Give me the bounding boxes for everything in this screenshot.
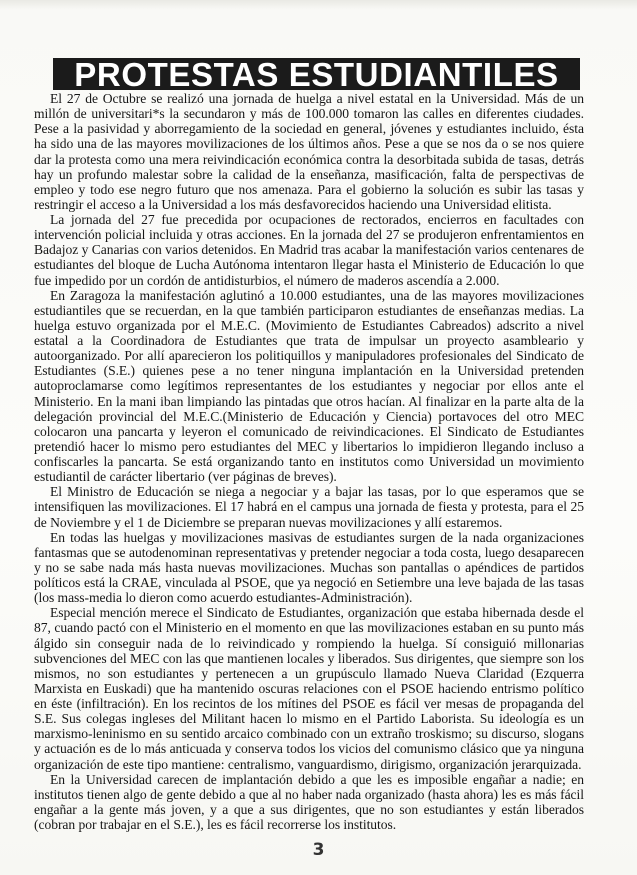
article-body: [34, 91, 584, 832]
paragraph-6: Especial mención merece el Sindicato de Estudiantes, organización que estaba hibernada desde el 87, cuando pactó con el Ministerio en el momento en que las movilizaciones estaban en su punto más álgido sin conseguir nada de lo reivindicado y rompiendo la huelga. Sí consiguió millonarias subvenciones del MEC con las que mantienen locales y liberados. Sus dirigentes, que siempre son los mismos, no son estudiantes y pertenecen a un grupúsculo llamado Nueva Claridad (Ezquerra Marxista en Euskadi) que ha mantenido oscuras relaciones con el PSOE haciendo entrismo político en éste (infiltración). En los recintos de los mítines del PSOE es fácil ver mesas de propaganda del S.E. Sus colegas ingleses del Militant hacen lo mismo en el Partido Laborista. Su ideología es un marxismo-leninismo en su sentido arcaico combinado con un extraño troskismo; su discurso, slogans y actuación es de lo más anticuada y conserva todos los vicios del comunismo clásico que ya ninguna organización de este tipo mantiene: centralismo, vanguardismo, dirigismo, organización jerarquizada.: [34, 605, 584, 772]
page-title: PROTESTAS ESTUDIANTILES: [74, 55, 559, 93]
paragraph-2: La jornada del 27 fue precedida por ocupaciones de rectorados, encierros en facultades con intervención policial incluida y otras acciones. En la jornada del 27 se produjeron enfrentamientos en Badajoz y Canarias con varios detenidos. En Madrid tras acabar la manifestación varios centenares de estudiantes del bloque de Lucha Autónoma intentaron llegar hasta el Ministerio de Educación lo que fue impedido por un cordón de antidisturbios, el número de maderos ascendía a 2.000.: [34, 212, 584, 288]
page-edge-shadow: [0, 0, 637, 10]
paragraph-4: El Ministro de Educación se niega a negociar y a bajar las tasas, por lo que esperamos que se intensifiquen las movilizaciones. El 17 habrá en el campus una jornada de fiesta y protesta, para el 25 de Noviembre y el 1 de Diciembre se preparan nuevas movilizaciones y allí estaremos.: [34, 484, 584, 530]
paragraph-5: En todas las huelgas y movilizaciones masivas de estudiantes surgen de la nada organizaciones fantasmas que se autodenominan representativas y pretender negociar a toda costa, luego desaparecen y no se sabe nada más hasta nuevas movilizaciones. Muchas son pantallas o apéndices de partidos políticos está la CRAE, vinculada al PSOE, que ya negoció en Setiembre una leve bajada de las tasas (los mass-media lo dieron como acuerdo estudiantes-Administración).: [34, 529, 584, 606]
paragraph-3: En Zaragoza la manifestación aglutinó a 10.000 estudiantes, una de las mayores movilizaciones estudiantiles que se recuerdan, en la que también participaron estudiantes de enseñanzas medias. La huelga estuvo organizada por el M.E.C. (Movimiento de Estudiantes Cabreados) adscrito a nivel estatal a la Coordinadora de Estudiantes que trata de impulsar un proyecto asambleario y autoorganizado. Por allí aparecieron los politiquillos y manipuladores profesionales del Sindicato de Estudiantes (S.E.) quienes pese a no tener ninguna implantación en la Universidad pretenden autoproclamarse como legítimos representantes de los estudiantes y negociar por ellos ante el Ministerio. En la mani iban limpiando las pintadas que otros hacían. Al finalizar en la parte alta de la delegación provincial del M.E.C.(Ministerio de Educación y Ciencia) portavoces del otro MEC colocaron una pancarta y leyeron el comunicado de reivindicaciones. El Sindicato de Estudiantes pretendió hacer lo mismo pero estudiantes del MEC y libertarios lo impidieron llegando incluso a confiscarles la pancarta. Se está organizando tanto en institutos como Universidad un movimiento estudiantil de carácter libertario (ver páginas de breves).: [34, 287, 584, 485]
paragraph-1: El 27 de Octubre se realizó una jornada de huelga a nivel estatal en la Universidad. Más de un millón de universitari*s la secundaron y más de 100.000 tomaron las calles en diferentes ciudades. Pese a la pasividad y aborregamiento de la sociedad en general, jóvenes y estudiantes incluido, ésta ha sido una de las mayores movilizaciones de los últimos años. Pese a que se nos da o se nos quiere dar la protesta como una mera reivindicación económica contra la desorbitada subida de tasas, detrás hay un profundo malestar sobre la calidad de la enseñanza, masificación, falta de perspectivas de empleo y todo ese negro futuro que nos amenaza. Para el gobierno la solución es subir las tasas y restringir el acceso a la Universidad a los más desfavorecidos haciendo una Universidad elitista.: [34, 91, 584, 212]
paragraph-7: En la Universidad carecen de implantación debido a que les es imposible engañar a nadie; en institutos tienen algo de gente debido a que al no haber nada organizado (hasta ahora) les es más fácil engañar a la gente más joven, y a que a sus dirigentes, que no son estudiantes y están liberados (cobran por trabajar en el S.E.), les es fácil recorrerse los institutos.: [34, 771, 584, 832]
title-banner: [53, 55, 580, 93]
page-number: 3: [312, 840, 325, 860]
